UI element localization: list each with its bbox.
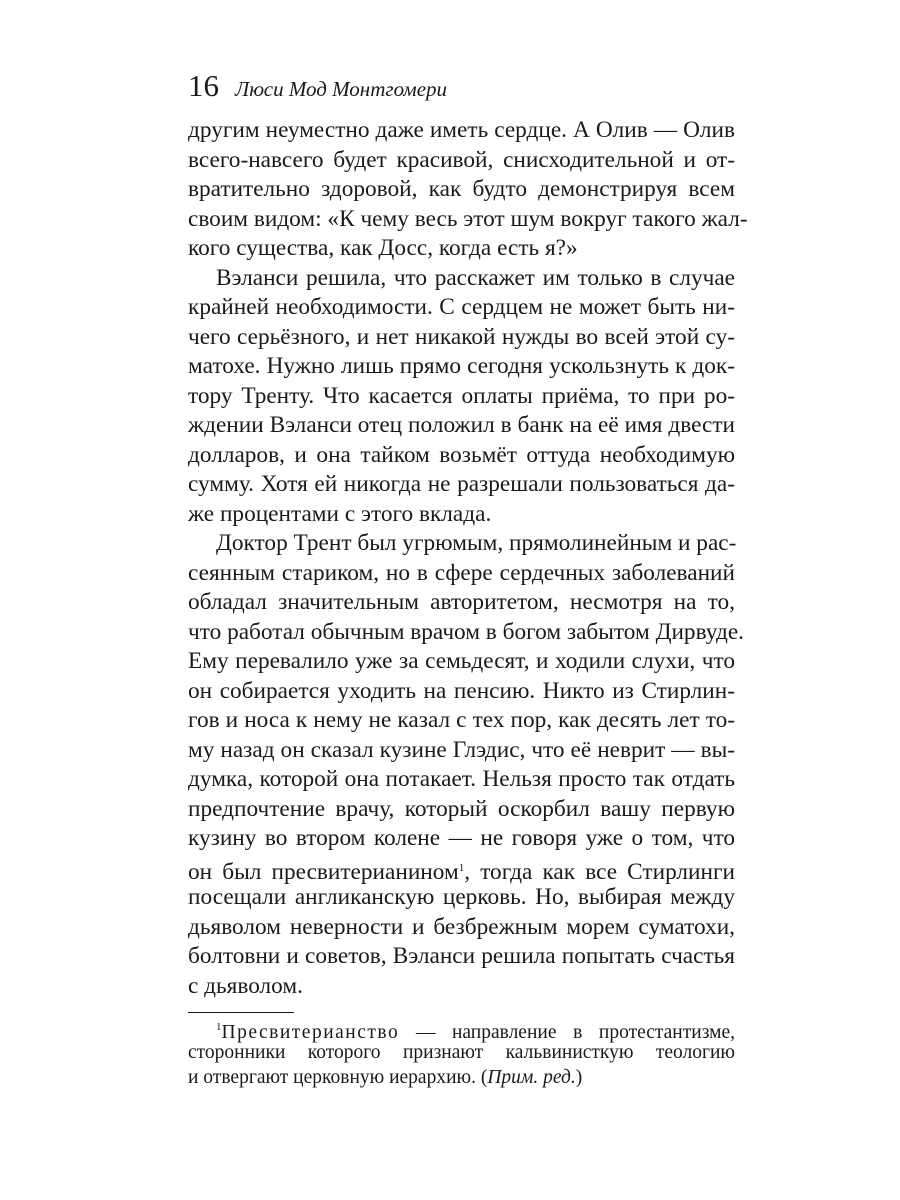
text-line: тору Тренту. Что касается оплаты приёма, то при ро- bbox=[188, 382, 735, 409]
text-line: посещали англиканскую церковь. Но, выбирая между bbox=[188, 884, 735, 910]
text-segment: ) bbox=[575, 1067, 583, 1088]
text-line: всего-навсего будет красивой, снисходительной и от- bbox=[188, 146, 735, 173]
text-line: другим неуместно даже иметь сердце. А Олив — Олив bbox=[188, 117, 735, 143]
text-line: вратительно здоровой, как будто демонстрируя всем bbox=[188, 176, 735, 202]
footnote-reference[interactable]: 1 bbox=[458, 861, 465, 874]
text-line: кого существа, как Досс, когда есть я?» bbox=[188, 235, 578, 261]
text-line: крайней необходимости. С сердцем не может быть ни- bbox=[188, 294, 735, 320]
text-line: кузину во втором колене — не говоря уже о том, что bbox=[188, 825, 735, 851]
text-line: сумму. Хотя ей никогда не разрешали пользоваться да- bbox=[188, 471, 735, 497]
text-line: Доктор Трент был угрюмым, прямолинейным и рас- bbox=[216, 530, 737, 556]
footnote-line: сторонники которого признают кальвинисткую теологию bbox=[188, 1042, 735, 1063]
text-line: предпочтение врачу, который оскорбил вашу первую bbox=[188, 795, 735, 822]
text-line: же процентами с этого вклада. bbox=[188, 500, 492, 527]
text-line: сеянным стариком, но в сфере сердечных заболеваний bbox=[188, 559, 735, 586]
text-line: он собирается уходить на пенсию. Никто из Стирлин- bbox=[188, 677, 735, 704]
page-header bbox=[188, 70, 447, 102]
text-line: с дьяволом. bbox=[188, 972, 303, 999]
page-number: 16 bbox=[188, 68, 219, 103]
footnote-marker: 1 bbox=[216, 1021, 222, 1033]
text-segment: — направление в протестантизме, bbox=[399, 1022, 735, 1043]
text-line: что работал обычным врачом в богом забытом Дирвуде. bbox=[188, 618, 744, 645]
text-segment: , тогда как все Стирлинги bbox=[464, 858, 735, 885]
footnote bbox=[188, 1015, 735, 1090]
text-line: своим видом: «К чему весь этот шум вокруг такого жал- bbox=[188, 205, 748, 232]
running-title: Люси Мод Монтгомери bbox=[235, 77, 448, 101]
text-line: матохе. Нужно лишь прямо сегодня ускользнуть к док- bbox=[188, 353, 735, 379]
text-line: гов и носа к нему не казал с тех пор, как десять лет то- bbox=[188, 707, 735, 733]
footnote-divider bbox=[188, 1012, 294, 1013]
editor-note: Прим. ред. bbox=[487, 1067, 576, 1088]
footnote-line bbox=[188, 1015, 735, 1043]
text-line: обладал значительным авторитетом, несмотря на то, bbox=[188, 589, 735, 615]
text-line: Вэланси решила, что расскажет им только в случае bbox=[216, 264, 735, 291]
text-segment: он был пресвитерианином bbox=[188, 858, 459, 885]
text-line: чего серьёзного, и нет никакой нужды во всей этой су- bbox=[188, 323, 735, 350]
text-line: долларов, и она тайком возьмёт оттуда необходимую bbox=[188, 441, 735, 468]
text-line: Ему перевалило уже за семьдесят, и ходили слухи, что bbox=[188, 648, 735, 674]
footnote-line bbox=[188, 1065, 735, 1090]
text-line: думка, которой она потакает. Нельзя просто так отдать bbox=[188, 766, 735, 792]
text-line-with-footnote bbox=[188, 854, 735, 884]
text-line: му назад он сказал кузине Глэдис, что её неврит — вы- bbox=[188, 736, 735, 763]
text-line: дьяволом неверности и безбрежным морем суматохи, bbox=[188, 913, 735, 940]
body-text bbox=[188, 116, 748, 1001]
text-line: ждении Вэланси отец положил в банк на её имя двести bbox=[188, 412, 735, 438]
text-segment: и отвергают церковную иерархию. ( bbox=[188, 1067, 488, 1088]
footnote-term: Пресвитерианство bbox=[221, 1022, 400, 1043]
text-line: болтовни и советов, Вэланси решила попытать счастья bbox=[188, 943, 735, 969]
